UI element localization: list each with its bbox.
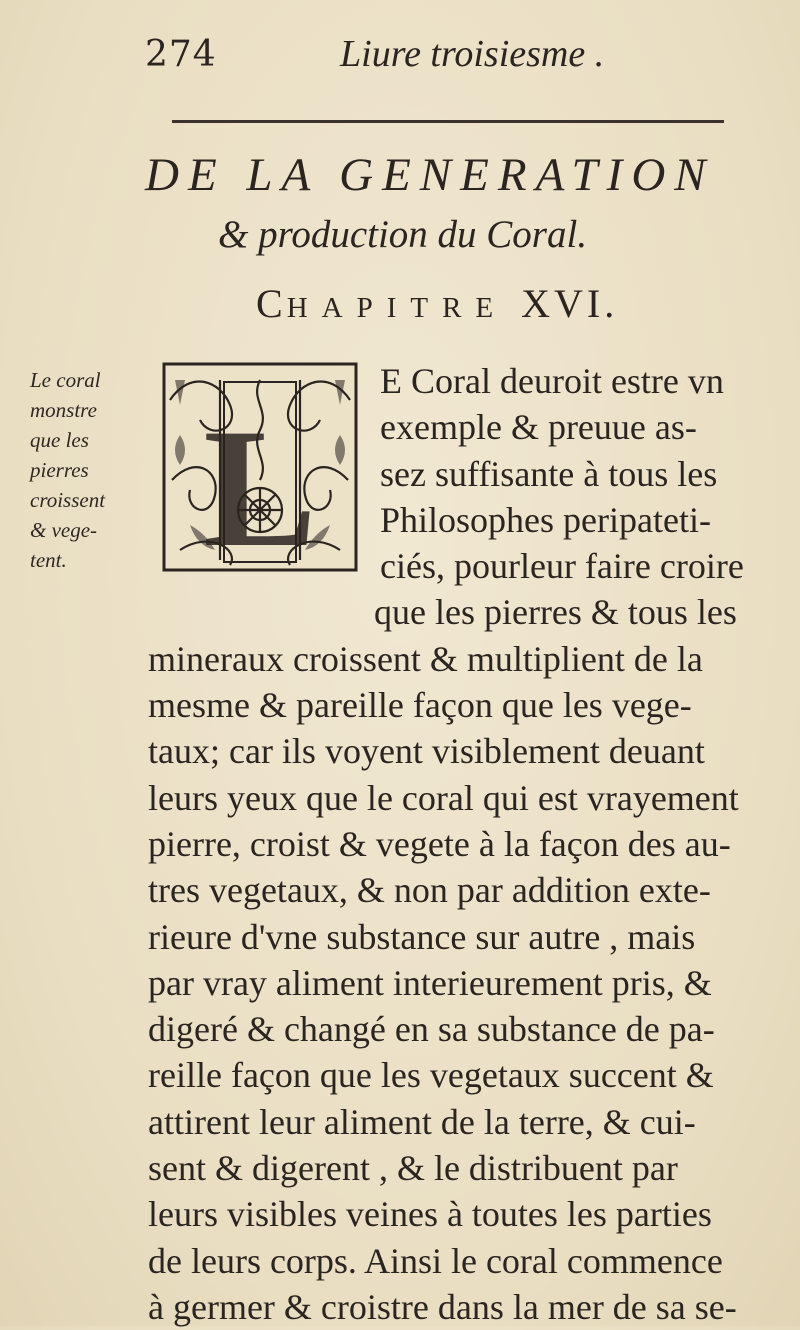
text-line: leurs visibles veines à toutes les parties (148, 1194, 712, 1235)
running-head: Liure troisiesme . (340, 33, 605, 75)
body-text (148, 358, 788, 1330)
margin-note-line: monstre (30, 398, 97, 422)
page-header (0, 28, 800, 88)
text-line: reille façon que les vegetaux succent & (148, 1055, 714, 1096)
initial-letter: L (203, 394, 317, 580)
text-line: attirent leur aliment de la terre, & cui- (148, 1101, 696, 1142)
text-line: pierre, croist & vegete à la façon des au- (148, 823, 731, 864)
header-rule (172, 120, 724, 123)
margin-note-line: pierres (30, 458, 89, 482)
margin-note-line: & vege- (30, 518, 98, 542)
text-line: leurs yeux que le coral qui est vrayement (148, 777, 739, 818)
text-line: exemple & preuue as- (380, 407, 697, 448)
margin-note-line: tent. (30, 548, 67, 572)
text-line: à germer & croistre dans la mer de sa se- (148, 1286, 737, 1327)
chapter-first-letter: C (256, 281, 287, 326)
chapter-numeral: XVI. (521, 281, 619, 326)
text-line: de leurs corps. Ainsi le coral commence (148, 1240, 723, 1281)
margin-note (30, 365, 140, 575)
text-line: Philosophes peripateti- (380, 499, 711, 540)
margin-note-line: Le coral (30, 368, 101, 392)
text-line: mineraux croissent & multiplient de la (148, 638, 703, 679)
text-line: digeré & changé en sa substance de pa- (148, 1009, 715, 1050)
text-line: sent & digerent , & le distribuent par (148, 1148, 678, 1189)
text-line: par vray aliment interieurement pris, & (148, 962, 712, 1003)
text-line: ciés, pourleur faire croire (380, 546, 744, 587)
text-line: tres vegetaux, & non par addition exte- (148, 870, 711, 911)
text-line: mesme & pareille façon que les vege- (148, 685, 692, 726)
text-line: E Coral deuroit estre vn (380, 361, 724, 401)
section-title: DE LA GENERATION (145, 149, 715, 201)
margin-note-line: que les (30, 428, 89, 452)
text-line: sez suffisante à tous les (380, 453, 718, 494)
chapter-heading (256, 280, 796, 327)
margin-note-line: croissent (30, 488, 106, 512)
page-number: 274 (145, 34, 217, 75)
text-line: que les pierres & tous les (374, 592, 737, 633)
chapter-word: HAPITRE (286, 292, 508, 324)
section-subtitle: & production du Coral. (218, 213, 588, 256)
text-line: rieure d'vne substance sur autre , mais (148, 916, 696, 957)
text-line: taux; car ils voyent visiblement deuant (148, 731, 705, 772)
